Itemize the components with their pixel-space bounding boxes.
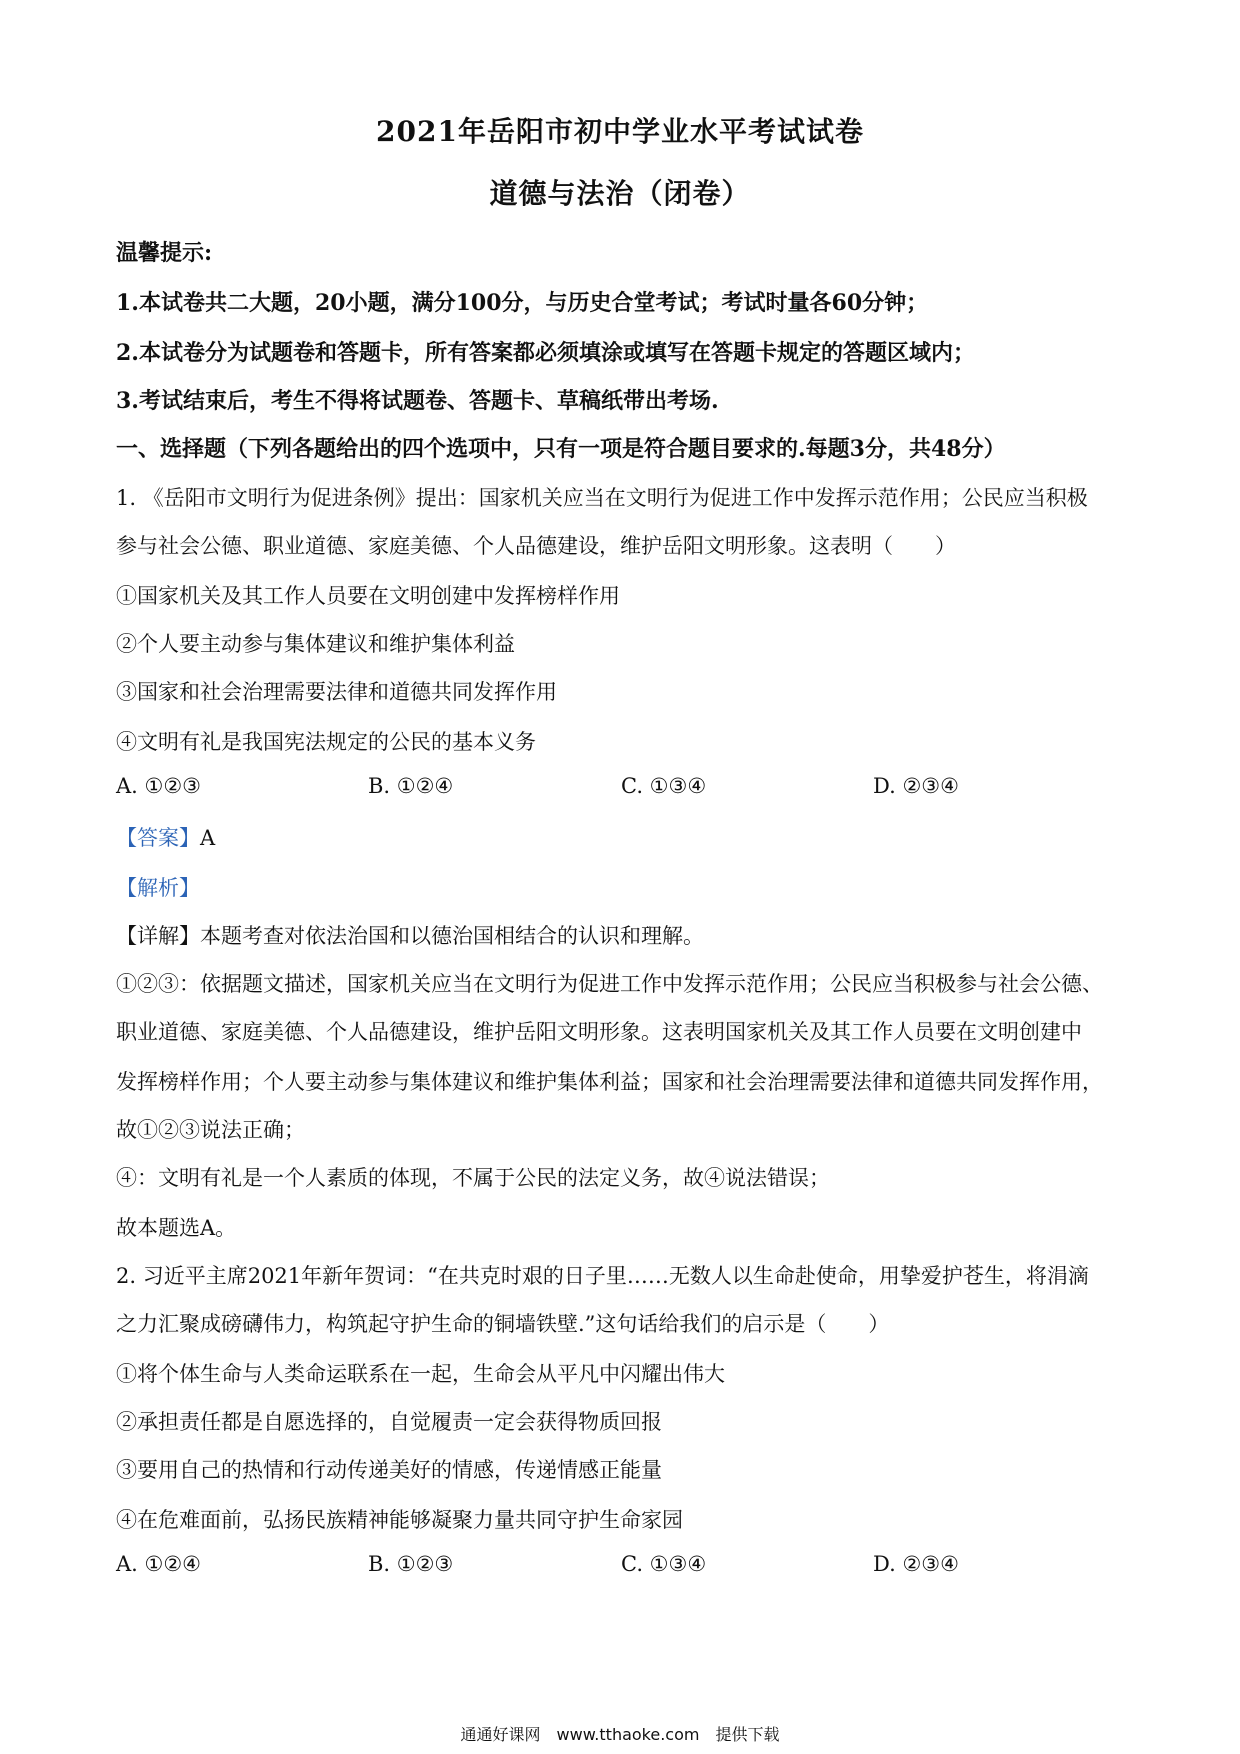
answer-tag: 【答案】 (116, 826, 200, 850)
statement: ④在危难面前，弘扬民族精神能够凝聚力量共同守护生命家园 (116, 1508, 683, 1532)
section-heading: 一、选择题（下列各题给出的四个选项中，只有一项是符合题目要求的.每题3分，共48分） (116, 436, 1006, 462)
option-a: A. ①②④ (116, 1552, 201, 1576)
tip-item: 1.本试卷共二大题，20小题，满分100分，与历史合堂考试；考试时量各60分钟； (116, 290, 929, 316)
statement: ②个人要主动参与集体建议和维护集体利益 (116, 632, 515, 656)
detail-line: ①②③：依据题文描述，国家机关应当在文明行为促进工作中发挥示范作用；公民应当积极参与社会公德、 (116, 972, 1103, 996)
statement: ①将个体生命与人类命运联系在一起，生命会从平凡中闪耀出伟大 (116, 1362, 725, 1386)
option-c: C. ①③④ (621, 774, 707, 798)
tips-heading: 温馨提示: (116, 240, 213, 266)
answer-value: A (200, 826, 216, 850)
page-footer: 通通好课网 www.tthaoke.com 提供下载 (460, 1725, 780, 1744)
option-b: B. ①②③ (368, 1552, 454, 1576)
option-c: C. ①③④ (621, 1552, 707, 1576)
question-stem: 参与社会公德、职业道德、家庭美德、个人品德建设，维护岳阳文明形象。这表明（ ） (116, 534, 956, 558)
statement: ②承担责任都是自愿选择的，自觉履责一定会获得物质回报 (116, 1410, 662, 1434)
analysis-tag: 【解析】 (116, 876, 200, 900)
option-d: D. ②③④ (873, 774, 959, 798)
detail-line: 故本题选A。 (116, 1216, 237, 1240)
detail-line: ④：文明有礼是一个人素质的体现，不属于公民的法定义务，故④说法错误； (116, 1166, 830, 1190)
statement: ③要用自己的热情和行动传递美好的情感，传递情感正能量 (116, 1458, 662, 1482)
statement: ①国家机关及其工作人员要在文明创建中发挥榜样作用 (116, 584, 620, 608)
answer-line (116, 822, 1136, 852)
exam-title: 2021年岳阳市初中学业水平考试试卷 (376, 115, 864, 148)
question-stem: 2. 习近平主席2021年新年贺词：“在共克时艰的日子里……无数人以生命赴使命，用挚爱护苍生，将涓滴 (116, 1264, 1089, 1288)
detail-line: 故①②③说法正确； (116, 1118, 305, 1142)
option-a: A. ①②③ (116, 774, 201, 798)
exam-subtitle: 道德与法治（闭卷） (489, 177, 751, 210)
analysis-line (116, 872, 1136, 902)
question-stem: 1. 《岳阳市文明行为促进条例》提出：国家机关应当在文明行为促进工作中发挥示范作用；公民应当积极 (116, 486, 1088, 510)
tip-item: 2.本试卷分为试题卷和答题卡，所有答案都必须填涂或填写在答题卡规定的答题区域内； (116, 340, 975, 366)
detail-line: 【详解】本题考查对依法治国和以德治国相结合的认识和理解。 (116, 924, 704, 948)
statement: ④文明有礼是我国宪法规定的公民的基本义务 (116, 730, 536, 754)
option-b: B. ①②④ (368, 774, 454, 798)
tip-item: 3.考试结束后，考生不得将试题卷、答题卡、草稿纸带出考场. (116, 388, 719, 414)
detail-line: 职业道德、家庭美德、个人品德建设，维护岳阳文明形象。这表明国家机关及其工作人员要在文明创建中 (116, 1020, 1082, 1044)
question-stem: 之力汇聚成磅礴伟力，构筑起守护生命的铜墙铁壁.”这句话给我们的启示是（ ） (116, 1312, 890, 1336)
answer-options (116, 1552, 1136, 1582)
answer-options (116, 774, 1136, 804)
option-d: D. ②③④ (873, 1552, 959, 1576)
detail-line: 发挥榜样作用；个人要主动参与集体建议和维护集体利益；国家和社会治理需要法律和道德共同发挥作用， (116, 1070, 1103, 1094)
statement: ③国家和社会治理需要法律和道德共同发挥作用 (116, 680, 557, 704)
